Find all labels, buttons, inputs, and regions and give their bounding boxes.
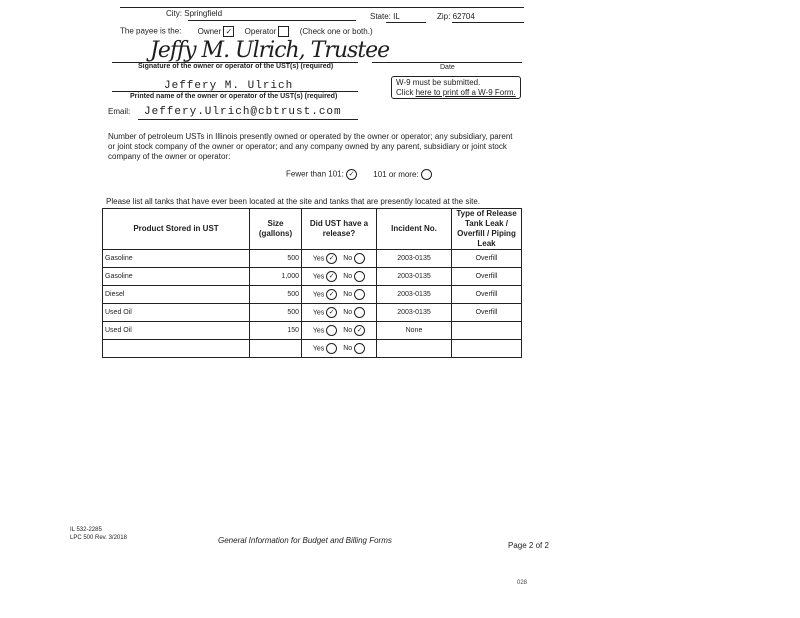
size-cell <box>250 340 302 358</box>
release-type-cell <box>452 322 522 340</box>
product-cell: Gasoline <box>103 268 250 286</box>
w9-line2 <box>396 88 516 98</box>
city-value: Springfield <box>184 9 223 18</box>
payee-note: (Check one or both.) <box>299 26 373 36</box>
operator-checkbox[interactable] <box>278 26 289 37</box>
yes-label: Yes <box>312 255 325 263</box>
page-number: Page 2 of 2 <box>508 541 549 550</box>
header-incident: Incident No. <box>377 209 452 250</box>
header-release: Did UST have a release? <box>302 209 377 250</box>
date-label: Date <box>440 64 455 71</box>
city-line <box>166 9 222 18</box>
no-label: No <box>343 273 353 281</box>
incident-cell: 2003-0135 <box>377 250 452 268</box>
release-type-cell: Overfill <box>452 304 522 322</box>
w9-form-link[interactable]: here to print off a W-9 Form. <box>415 88 516 97</box>
payee-label: The payee is the: <box>120 26 182 36</box>
signature-image: Jeffy M. Ulrich, Trustee <box>150 38 390 63</box>
size-cell: 500 <box>250 250 302 268</box>
incident-cell: 2003-0135 <box>377 268 452 286</box>
product-cell <box>103 340 250 358</box>
signature-label: Signature of the owner or operator of the UST(s) (required) <box>138 63 334 70</box>
product-cell: Gasoline <box>103 250 250 268</box>
owner-checkbox[interactable] <box>223 26 234 37</box>
no-label: No <box>343 327 353 335</box>
check-icon: ✓ <box>225 27 233 36</box>
more-than-label: 101 or more: <box>373 169 419 179</box>
yes-label: Yes <box>312 309 325 317</box>
no-radio[interactable] <box>354 307 365 318</box>
table-row <box>103 286 522 304</box>
yes-radio[interactable]: ✓ <box>326 271 337 282</box>
zip-line <box>437 12 475 21</box>
incident-cell: 2003-0135 <box>377 286 452 304</box>
no-radio[interactable] <box>354 253 365 264</box>
table-row <box>103 340 522 358</box>
state-label: State: <box>370 12 391 21</box>
payee-line <box>120 26 373 37</box>
yes-label: Yes <box>312 327 325 335</box>
product-cell: Used Oil <box>103 304 250 322</box>
no-label: No <box>343 255 353 263</box>
release-cell <box>302 286 377 304</box>
size-cell: 500 <box>250 286 302 304</box>
size-cell: 500 <box>250 304 302 322</box>
product-cell: Diesel <box>103 286 250 304</box>
check-icon: ✓ <box>348 171 355 178</box>
release-type-cell: Overfill <box>452 286 522 304</box>
more-than-radio[interactable] <box>421 169 432 180</box>
ust-table <box>102 208 522 358</box>
email-value: Jeffery.Ulrich@cbtrust.com <box>144 106 342 118</box>
release-cell <box>302 322 377 340</box>
yes-radio[interactable] <box>326 343 337 354</box>
header-product: Product Stored in UST <box>103 209 250 250</box>
incident-cell: None <box>377 322 452 340</box>
no-label: No <box>343 291 353 299</box>
owner-label: Owner <box>197 26 222 36</box>
release-cell <box>302 340 377 358</box>
table-row <box>103 304 522 322</box>
header-size: Size (gallons) <box>250 209 302 250</box>
no-label: No <box>343 345 353 353</box>
incident-cell <box>377 340 452 358</box>
table-row <box>103 250 522 268</box>
w9-line1: W-9 must be submitted. <box>396 78 481 87</box>
printed-name-value: Jeffery M. Ulrich <box>164 80 294 92</box>
w9-notice <box>391 76 521 99</box>
email-label: Email: <box>108 107 131 116</box>
printed-name-label: Printed name of the owner or operator of the UST(s) (required) <box>130 93 338 100</box>
table-intro: Please list all tanks that have ever been located at the site and tanks that are presently located at the site. <box>106 197 481 206</box>
table-row <box>103 322 522 340</box>
no-radio[interactable] <box>354 289 365 300</box>
release-type-cell <box>452 340 522 358</box>
release-type-cell: Overfill <box>452 268 522 286</box>
release-type-cell: Overfill <box>452 250 522 268</box>
no-radio[interactable]: ✓ <box>354 325 365 336</box>
no-label: No <box>343 309 353 317</box>
footer-title: General Information for Budget and Billing Forms <box>218 536 392 545</box>
petroleum-count-options <box>286 169 432 180</box>
w9-click-text: Click <box>396 88 414 97</box>
operator-label: Operator <box>244 26 277 36</box>
yes-label: Yes <box>312 273 325 281</box>
city-label: City: <box>166 9 182 18</box>
no-radio[interactable] <box>354 271 365 282</box>
fewer-than-label: Fewer than 101: <box>286 169 344 179</box>
zip-label: Zip: <box>437 12 451 21</box>
yes-label: Yes <box>312 291 325 299</box>
petroleum-text: Number of petroleum USTs in Illinois presently owned or operated by the owner or operator; any subsidiary, parent or joint stock company of the owner or operator; and any company owned by any parent, subsidiary or joint stock company of the owner or operator: <box>108 132 513 161</box>
fewer-than-radio[interactable] <box>346 169 357 180</box>
yes-radio[interactable]: ✓ <box>326 289 337 300</box>
state-line <box>370 12 400 21</box>
yes-radio[interactable]: ✓ <box>326 307 337 318</box>
incident-cell: 2003-0135 <box>377 304 452 322</box>
table-header-row <box>103 209 522 250</box>
state-value: IL <box>393 12 400 21</box>
form-id <box>70 526 127 542</box>
header-release-type: Type of Release Tank Leak / Overfill / Piping Leak <box>452 209 522 250</box>
yes-radio[interactable] <box>326 325 337 336</box>
release-cell <box>302 268 377 286</box>
no-radio[interactable] <box>354 343 365 354</box>
release-cell <box>302 304 377 322</box>
zip-value: 62704 <box>452 12 475 21</box>
product-cell: Used Oil <box>103 322 250 340</box>
yes-radio[interactable]: ✓ <box>326 253 337 264</box>
table-row <box>103 268 522 286</box>
yes-label: Yes <box>312 345 325 353</box>
page-mark: 028 <box>517 580 528 586</box>
form-id-il: IL 532-2285 <box>70 527 102 533</box>
release-cell <box>302 250 377 268</box>
size-cell: 150 <box>250 322 302 340</box>
form-id-lpc: LPC 500 Rev. 3/2018 <box>70 535 127 541</box>
size-cell: 1,000 <box>250 268 302 286</box>
